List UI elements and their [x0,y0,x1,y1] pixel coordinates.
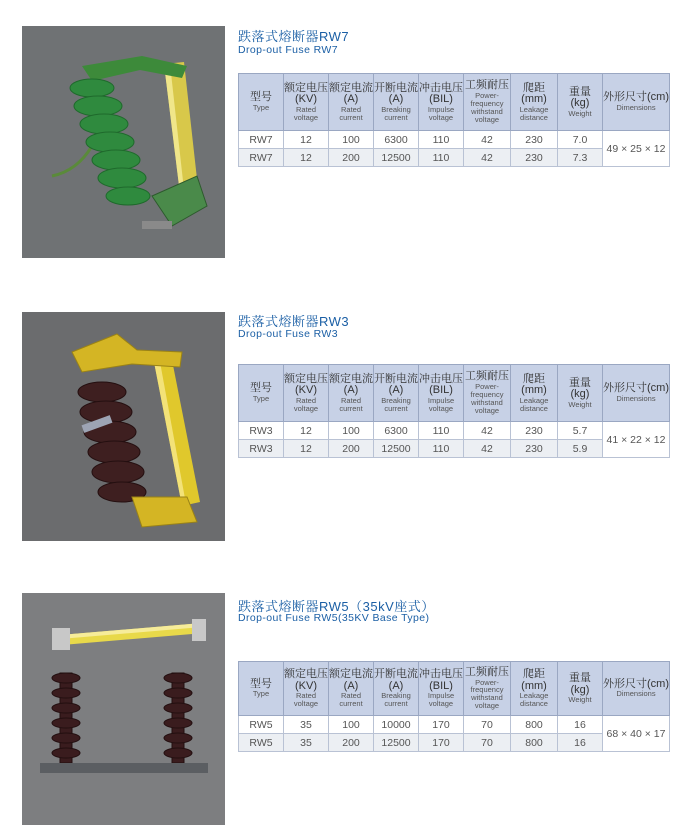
header-weight: 重量 (kg) Weight [558,74,603,131]
cell-leakage-distance: 230 [511,440,558,458]
header-weight: 重量 (kg) Weight [558,365,603,422]
cell-rated-current: 100 [329,422,374,440]
header-rated-current: 额定电流 (A) Rated current [329,365,374,422]
product-title-cn: 跌落式熔断器RW3 [238,314,350,329]
header-power-frequency: 工频耐压 Power-frequency withstand voltage [464,365,511,422]
header-power-frequency: 工频耐压 Power-frequency withstand voltage [464,662,511,716]
cell-rated-voltage: 12 [284,422,329,440]
cell-breaking-current: 12500 [374,440,419,458]
header-rated-voltage: 额定电压 (KV) Rated voltage [284,662,329,716]
cell-weight: 16 [558,734,603,752]
product-title-cn: 跌落式熔断器RW7 [238,29,350,44]
cell-power-frequency: 70 [464,734,511,752]
cell-impulse-voltage: 170 [419,716,464,734]
header-breaking-current: 开断电流 (A) Breaking current [374,365,419,422]
table-row [239,131,670,149]
header-rated-voltage: 额定电压 (KV) Rated voltage [284,365,329,422]
cell-rated-voltage: 12 [284,149,329,167]
cell-impulse-voltage: 110 [419,149,464,167]
product-title-en: Drop-out Fuse RW3 [238,328,338,340]
header-breaking-current: 开断电流 (A) Breaking current [374,662,419,716]
cell-dimensions: 41 × 22 × 12 [603,422,670,458]
header-rated-current: 额定电流 (A) Rated current [329,74,374,131]
cell-type: RW5 [239,716,284,734]
header-impulse-voltage: 冲击电压 (BIL) Impulse voltage [419,365,464,422]
cell-impulse-voltage: 110 [419,440,464,458]
product-photo-rw7 [22,26,225,258]
cell-impulse-voltage: 110 [419,422,464,440]
cell-type: RW3 [239,440,284,458]
cell-dimensions: 49 × 25 × 12 [603,131,670,167]
cell-dimensions: 68 × 40 × 17 [603,716,670,752]
cell-impulse-voltage: 110 [419,131,464,149]
cell-rated-current: 100 [329,716,374,734]
cell-rated-current: 200 [329,149,374,167]
cell-breaking-current: 6300 [374,131,419,149]
header-impulse-voltage: 冲击电压 (BIL) Impulse voltage [419,74,464,131]
cell-rated-current: 200 [329,440,374,458]
header-type: 型号 Type [239,662,284,716]
cell-type: RW7 [239,149,284,167]
cell-type: RW3 [239,422,284,440]
header-impulse-voltage: 冲击电压 (BIL) Impulse voltage [419,662,464,716]
cell-power-frequency: 42 [464,131,511,149]
header-rated-current: 额定电流 (A) Rated current [329,662,374,716]
cell-weight: 16 [558,716,603,734]
product-title-en: Drop-out Fuse RW7 [238,44,338,56]
header-dimensions: 外形尺寸(cm) Dimensions [603,365,670,422]
cell-leakage-distance: 230 [511,131,558,149]
product-title-en: Drop-out Fuse RW5(35KV Base Type) [238,612,430,624]
cell-rated-voltage: 35 [284,734,329,752]
cell-power-frequency: 70 [464,716,511,734]
cell-breaking-current: 12500 [374,734,419,752]
spec-table-rw7 [238,73,670,167]
table-header-row [239,662,670,716]
cell-breaking-current: 10000 [374,716,419,734]
table-header-row [239,74,670,131]
cell-power-frequency: 42 [464,149,511,167]
product-photo-rw3 [22,312,225,541]
header-dimensions: 外形尺寸(cm) Dimensions [603,74,670,131]
header-dimensions: 外形尺寸(cm) Dimensions [603,662,670,716]
cell-impulse-voltage: 170 [419,734,464,752]
cell-breaking-current: 12500 [374,149,419,167]
cell-weight: 5.9 [558,440,603,458]
cell-weight: 7.3 [558,149,603,167]
cell-power-frequency: 42 [464,440,511,458]
cell-type: RW7 [239,131,284,149]
cell-rated-voltage: 12 [284,440,329,458]
table-row [239,716,670,734]
cell-breaking-current: 6300 [374,422,419,440]
cell-leakage-distance: 230 [511,422,558,440]
header-leakage-distance: 爬距 (mm) Leakage distance [511,662,558,716]
product-title-cn: 跌落式熔断器RW5（35kV座式） [238,599,435,614]
table-header-row [239,365,670,422]
cell-weight: 7.0 [558,131,603,149]
cell-rated-current: 200 [329,734,374,752]
header-breaking-current: 开断电流 (A) Breaking current [374,74,419,131]
cell-leakage-distance: 800 [511,734,558,752]
spec-table-rw3 [238,364,670,458]
header-rated-voltage: 额定电压 (KV) Rated voltage [284,74,329,131]
product-photo-rw5 [22,593,225,825]
cell-rated-voltage: 35 [284,716,329,734]
cell-power-frequency: 42 [464,422,511,440]
header-leakage-distance: 爬距 (mm) Leakage distance [511,74,558,131]
cell-leakage-distance: 800 [511,716,558,734]
spec-table-rw5 [238,661,670,752]
cell-leakage-distance: 230 [511,149,558,167]
cell-type: RW5 [239,734,284,752]
cell-weight: 5.7 [558,422,603,440]
header-type: 型号 Type [239,365,284,422]
header-power-frequency: 工频耐压 Power-frequency withstand voltage [464,74,511,131]
cell-rated-voltage: 12 [284,131,329,149]
header-weight: 重量 (kg) Weight [558,662,603,716]
header-type: 型号 Type [239,74,284,131]
cell-rated-current: 100 [329,131,374,149]
header-leakage-distance: 爬距 (mm) Leakage distance [511,365,558,422]
table-row [239,422,670,440]
